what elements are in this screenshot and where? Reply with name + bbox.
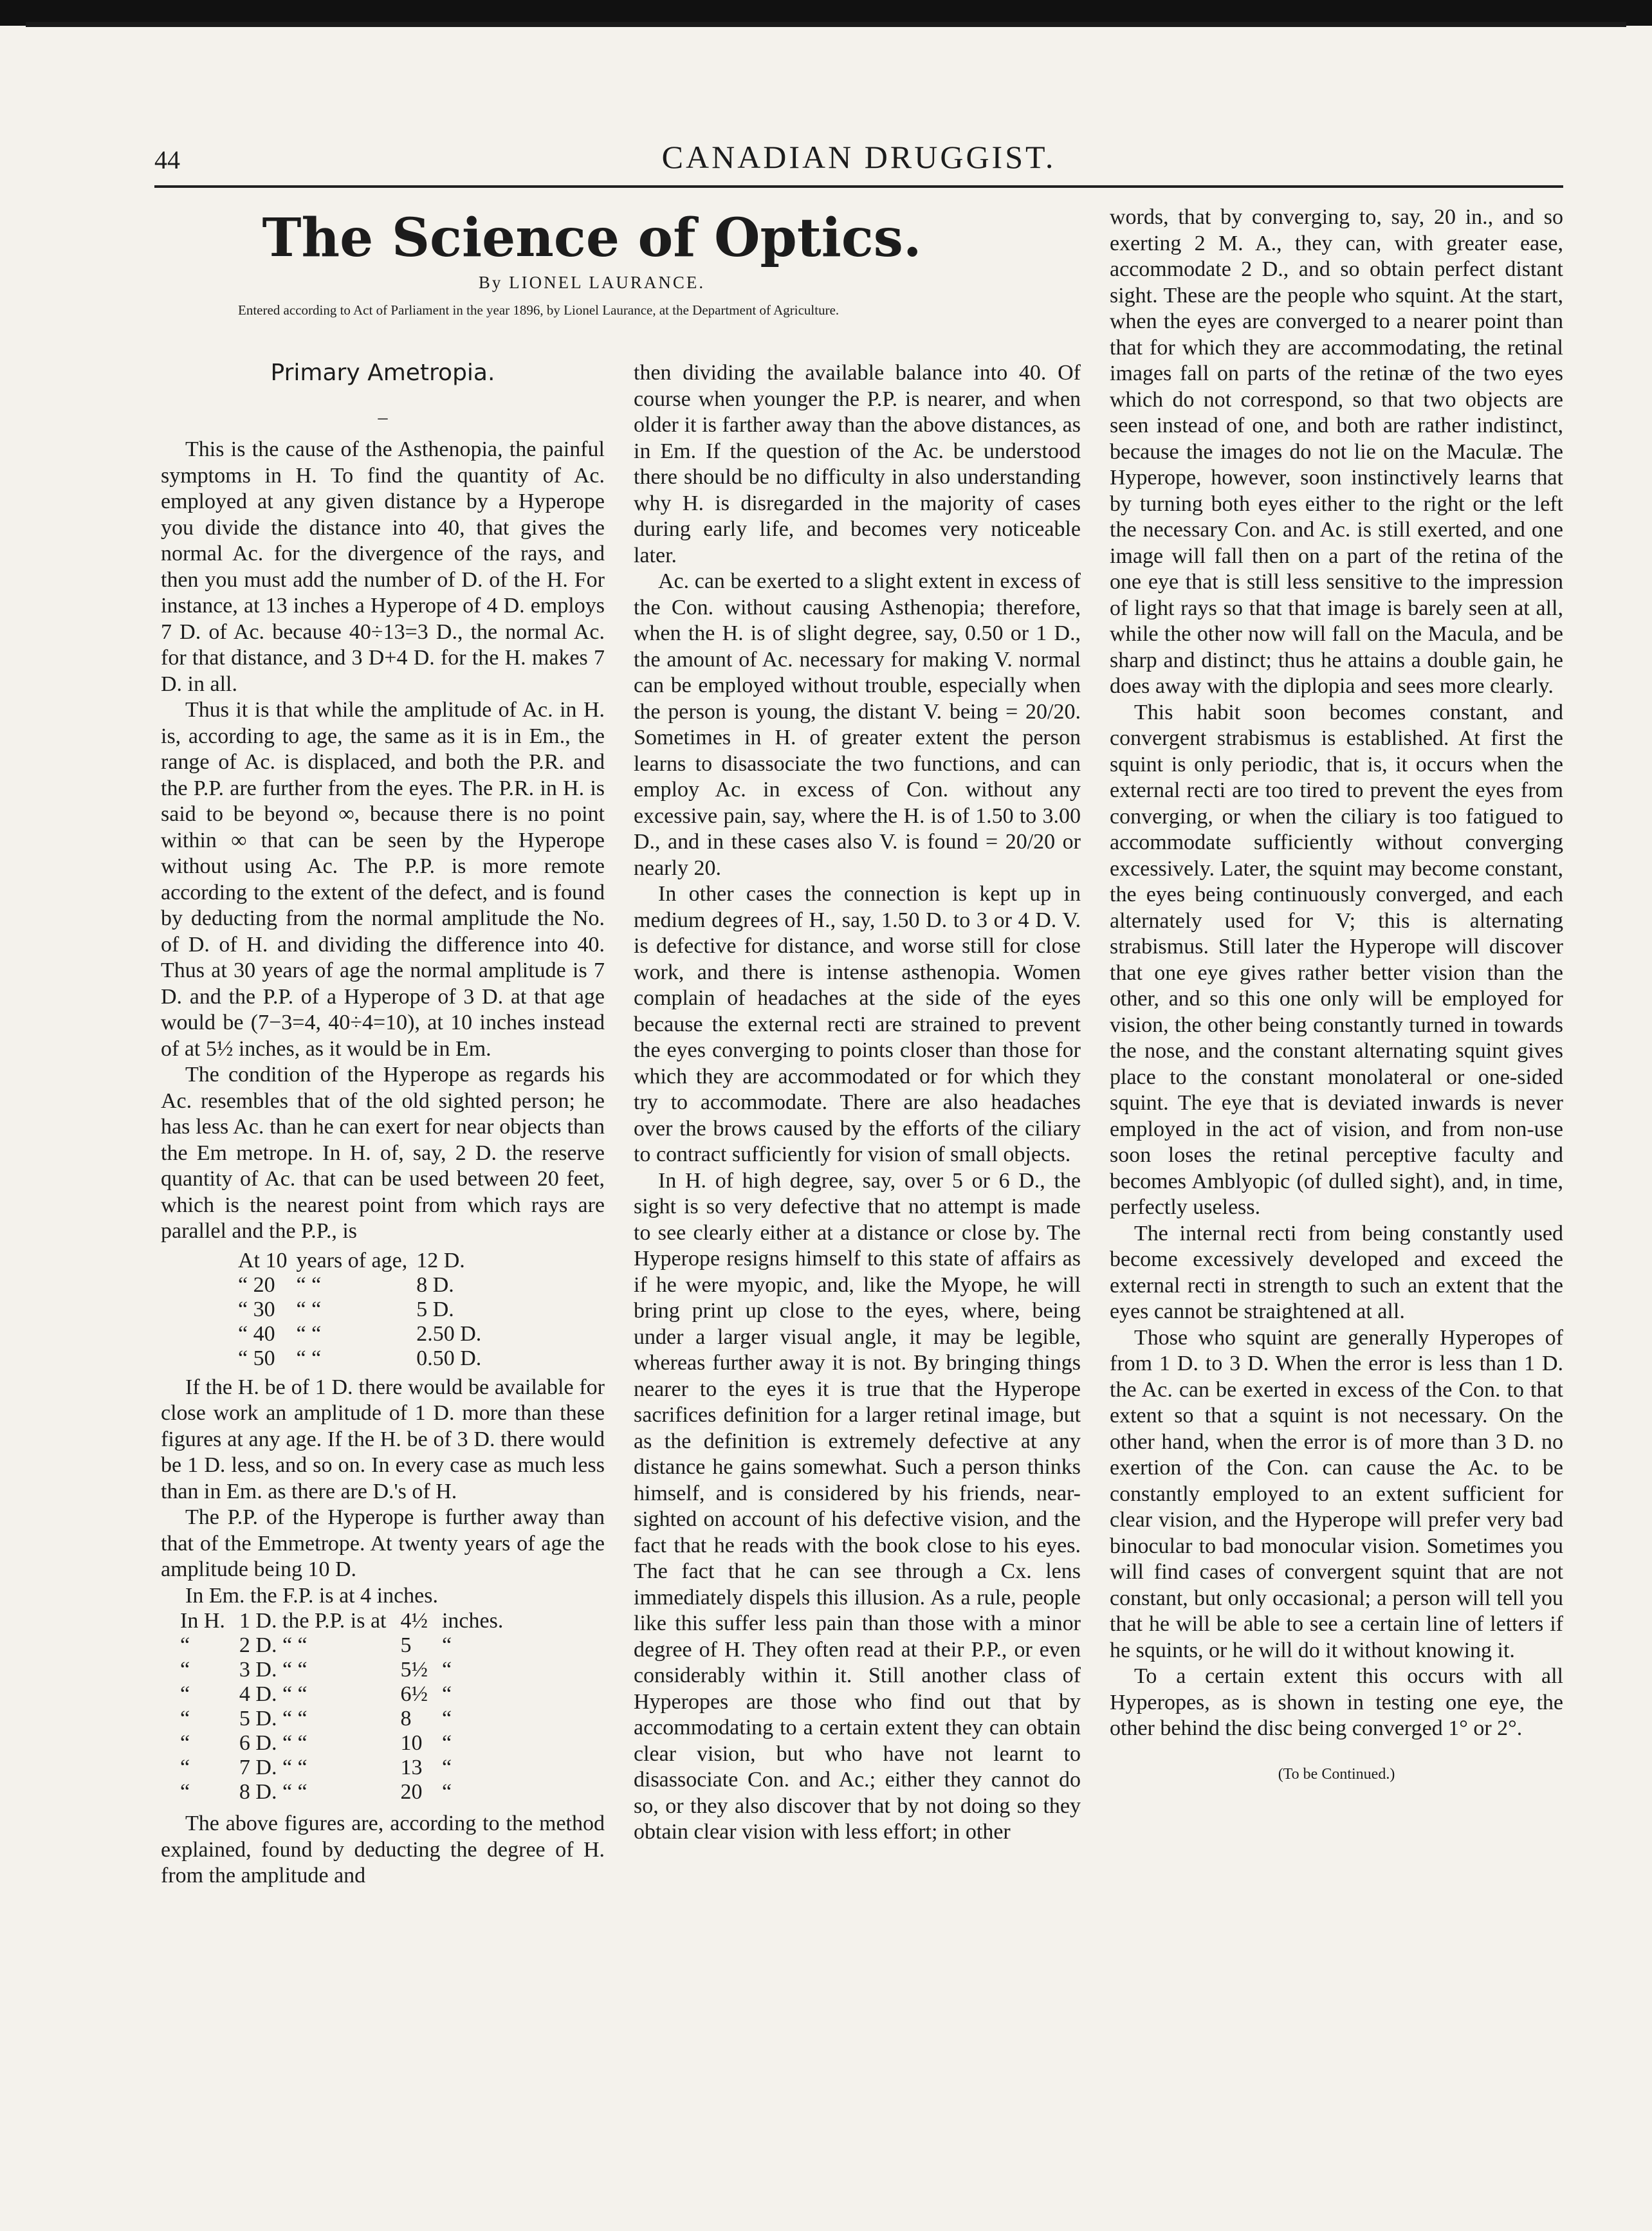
table-cell: 3 D. “ “ xyxy=(239,1658,307,1682)
paragraph: then dividing the available balance into 40. Of course when younger the P.P. is nearer, and when older it is farther away than the above distances, as in Em. If the question of the Ac. be understood there should be no difficulty in also understanding why H. is disregarded in the majority of cases during early life, and becomes very noticeable later. xyxy=(634,361,1081,567)
paragraph: Thus it is that while the amplitude of Ac. in H. is, according to age, the same as it is in Em., the range of Ac. is displaced, and both the P.R. and the P.P. are further from the eyes. The P.R. in H. is said to be beyond ∞, because there is no point within ∞ that can be seen by the Hyperope without using Ac. The P.P. is more remote according to the extent of the defect, and is found by deducting from the normal amplitude the No. of D. of H. and dividing the difference into 40. Thus at 30 years of age the normal amplitude is 7 D. and the P.P. of a Hyperope of 3 D. at that age would be (7−3=4, 40÷4=10), at 10 inches instead of at 5½ inches, as it would be in Em. xyxy=(161,698,605,1061)
paragraph: Those who squint are generally Hyperopes of from 1 D. to 3 D. When the error is less than 1 D. the Ac. can be exerted in excess of the Con. to that extent so that a squint is not necessary. On the other hand, when the error is of more than 3 D. no exertion of the Con. can cause the Ac. to be constantly employed to an extent sufficient for clear vision, and the Hyperope will prefer very bad binocular to bad monocular vision. Sometimes you will find cases of convergent squint that are not constant, but only occasional; a person will tell you that he will be able to see a certain line of letters if he squints, or he will do it without knowing it. xyxy=(1110,1325,1563,1662)
article-title: The Science of Optics. xyxy=(262,207,922,269)
table-cell: “ xyxy=(441,1633,452,1657)
table-row xyxy=(180,1780,517,1804)
table-row xyxy=(180,1707,517,1731)
paragraph: The internal recti from being constantly used become excessively developed and exceed the external recti in strength to such an extent that the eyes cannot be straightened at all. xyxy=(1110,1221,1563,1323)
table-cell: “ 30 xyxy=(238,1297,275,1321)
paragraph: This habit soon becomes constant, and convergent strabismus is established. At first the squint is only periodic, that is, it occurs when the external recti are too tired to prevent the eyes from converging, or when the ciliary is too fatigued to accommodate sufficiently without converging excessively. Later, the squint may become constant, the eyes being continuously converged, and each alternately used for V; this is alternating strabismus. Still later the Hyperope will discover that one eye gives rather better vision than the other, and so this one only will be employed for vision, the other being constantly turned in towards the nose, and the constant alternating squint gives place to the constant monolateral or one-sided squint. The eye that is deviated inwards is never employed in the act of vision, and from non-use soon loses the retinal perceptive faculty and becomes Amblyopic (of dulled sight), and, in time, perfectly useless. xyxy=(1110,700,1563,1219)
table-row xyxy=(238,1249,490,1273)
table-cell: “ 50 xyxy=(238,1346,275,1370)
table-row xyxy=(180,1682,517,1707)
table-cell: “ xyxy=(441,1707,452,1731)
table-row xyxy=(238,1346,490,1371)
byline: By LIONEL LAURANCE. xyxy=(478,273,706,292)
paragraph: words, that by converging to, say, 20 in., and so exerting 2 M. A., they can, with greater ease, accommodate 2 D., and so obtain perfect distant sight. These are the people who squint. At the start, when the eyes are converged to a nearer point than that for which they are accommodating, the retinal images fall on parts of the retinæ of the two eyes which do not correspond, so that two objects are seen instead of one, and both are rather indistinct, because the images do not lie on the Maculæ. The Hyperope, however, soon instinctively learns that by turning both eyes either to the right or the left the necessary Con. and Ac. is still exerted, and one image will fall then on a part of the retina of the one eye that is still less sensitive to the impression of light rays so that that image is barely seen at all, while the other now will fall on the Macula, and be sharp and distinct; thus he attains a double gain, he does away with the diplopia and sees more clearly. xyxy=(1110,205,1563,698)
paragraph: The above figures are, according to the method explained, found by deducting the degree of H. from the amplitude and xyxy=(161,1812,605,1887)
table-cell: 8 xyxy=(400,1707,412,1731)
table-cell: 2 D. “ “ xyxy=(239,1633,307,1657)
article-title-block xyxy=(161,206,1023,318)
table-row xyxy=(238,1273,490,1298)
table-cell: In H. xyxy=(180,1609,225,1633)
paragraph: If the H. be of 1 D. there would be available for close work an amplitude of 1 D. more than these figures at any age. If the H. be of 3 D. there would be 1 D. less, and so on. In every case as much less than in Em. as there are D.'s of H. xyxy=(161,1375,605,1503)
journal-title: CANADIAN DRUGGIST. xyxy=(661,139,1056,175)
paragraph: In H. of high degree, say, over 5 or 6 D., the sight is so very defective that no attempt is made to see clearly either at a distance or close by. The Hyperope resigns himself to this state of affairs as if he were myopic, and, like the Myope, he will bring print up close to the eyes, where, being under a larger visual angle, it may be legible, whereas further away it is not. By bringing things nearer to the eyes it is true that the Hyperope sacrifices definition for a larger retinal image, but as the definition is extremely defective at any distance he gains somewhat. Such a person thinks himself, and is considered by his friends, near-sighted on account of his defective vision, and the fact that he reads with the book close to his eyes. The fact that he can see through a Cx. lens immediately dispels this illusion. As a rule, people like this suffer less pain than those with a minor degree of H. They often read at their P.P., or even considerably within it. Still another class of Hyperopes are those who find out that by accommodating to a certain extent they can obtain clear vision, but who have not learnt to disassociate Con. and Ac.; either they cannot do so, or they also discover that by not doing so they obtain clear vision with less effort; in other xyxy=(634,1168,1081,1844)
table-cell: “ xyxy=(180,1731,190,1755)
table-cell: 4½ xyxy=(400,1609,428,1633)
table-cell: “ xyxy=(180,1707,190,1731)
table-cell: “ “ xyxy=(296,1272,322,1297)
table-cell: 4 D. “ “ xyxy=(239,1682,307,1706)
table-cell: 13 xyxy=(400,1756,423,1779)
table-cell: “ xyxy=(180,1780,190,1804)
table-row xyxy=(180,1633,517,1658)
paragraph: The P.P. of the Hyperope is further away than that of the Emmetrope. At twenty years of age the amplitude being 10 D. xyxy=(161,1505,605,1581)
page-header xyxy=(154,138,1563,183)
table-cell: 6 D. “ “ xyxy=(239,1731,307,1755)
table-cell: 10 xyxy=(400,1731,423,1755)
paragraph: This is the cause of the Asthenopia, the painful symptoms in H. To find the quantity of Ac. employed at any given distance by a Hyperope you divide the distance into 40, that gives the normal Ac. for the divergence of the rays, and then you must add the number of D. of the H. For instance, at 13 inches a Hyperope of 4 D. employs 7 D. of Ac. because 40÷13=3 D., the normal Ac. for that distance, and 3 D+4 D. for the H. makes 7 D. in all. xyxy=(161,437,605,696)
paragraph: Ac. can be exerted to a slight extent in excess of the Con. without causing Asthenopia; therefore, when the H. is of slight degree, say, 0.50 or 1 D., the amount of Ac. necessary for making V. normal can be employed without trouble, especially when the person is young, the distant V. being = 20/20. Sometimes in H. of greater extent the person learns to disassociate the two functions, and can employ Ac. in excess of Con. without any excessive pain, say, where the H. is of 1.50 to 3.00 D., and in these cases also V. is found = 20/20 or nearly 20. xyxy=(634,569,1081,880)
table-cell: 5 xyxy=(400,1633,412,1657)
section-dash: – xyxy=(378,406,388,428)
table-cell: “ xyxy=(180,1756,190,1779)
table-cell: “ “ xyxy=(296,1297,322,1321)
table-cell: “ xyxy=(441,1756,452,1779)
table-cell: “ xyxy=(180,1658,190,1682)
table-cell: “ “ xyxy=(296,1346,322,1370)
table-cell: 20 xyxy=(400,1780,423,1804)
table-row xyxy=(238,1322,490,1346)
table-cell: “ “ xyxy=(296,1321,322,1346)
table-cell: 8 D. “ “ xyxy=(239,1780,307,1804)
column-1 xyxy=(161,360,605,1889)
table-cell: 7 D. “ “ xyxy=(239,1756,307,1779)
header-rule xyxy=(154,185,1563,188)
table-cell: At 10 xyxy=(238,1248,288,1272)
table-cell: “ xyxy=(441,1682,452,1706)
table-cell: 0.50 D. xyxy=(416,1346,482,1370)
table-cell: 1 D. the P.P. is at xyxy=(239,1609,387,1633)
column-3 xyxy=(1110,205,1563,1787)
page-number: 44 xyxy=(154,145,180,174)
copyright-notice: Entered according to Act of Parliament in the year 1896, by Lionel Laurance, at the Department of Agriculture. xyxy=(238,302,840,318)
table-cell: “ 40 xyxy=(238,1321,275,1346)
table-cell: “ xyxy=(180,1682,190,1706)
table-row xyxy=(180,1658,517,1682)
table-cell: 5 D. “ “ xyxy=(239,1707,307,1731)
top-border-rule-lower xyxy=(26,22,1626,27)
table-cell: inches. xyxy=(441,1609,504,1633)
table-row xyxy=(180,1731,517,1756)
table-cell: 5 D. xyxy=(416,1297,454,1321)
paragraph: To a certain extent this occurs with all Hyperopes, as is shown in testing one eye, the other behind the disc being converged 1° or 2°. xyxy=(1110,1664,1563,1740)
near-point-table xyxy=(180,1609,517,1804)
table-cell: 8 D. xyxy=(416,1272,454,1297)
section-heading: Primary Ametropia. xyxy=(270,360,495,386)
table-cell: years of age, xyxy=(296,1248,408,1272)
table-cell: “ xyxy=(180,1633,190,1657)
table-row xyxy=(180,1609,517,1633)
table-cell: “ xyxy=(441,1658,452,1682)
paragraph: The condition of the Hyperope as regards his Ac. resembles that of the old sighted person; he has less Ac. than he can exert for near objects than the Em metrope. In H. of, say, 2 D. the reserve quantity of Ac. that can be used between 20 feet, which is the nearest point from which rays are parallel and the P.P., is xyxy=(161,1063,605,1243)
paragraph: In Em. the F.P. is at 4 inches. xyxy=(185,1583,438,1608)
amplitude-by-age-table xyxy=(238,1249,490,1371)
to-be-continued: (To be Continued.) xyxy=(1278,1765,1395,1783)
table-cell: “ xyxy=(441,1780,452,1804)
table-cell: 2.50 D. xyxy=(416,1321,482,1346)
table-row xyxy=(180,1756,517,1780)
table-cell: 12 D. xyxy=(416,1248,465,1272)
table-cell: “ 20 xyxy=(238,1272,275,1297)
column-2 xyxy=(634,360,1081,1846)
table-cell: 6½ xyxy=(400,1682,428,1706)
paragraph: In other cases the connection is kept up in medium degrees of H., say, 1.50 D. to 3 or 4 D. V. is defective for distance, and worse still for close work, and there is intense asthenopia. Women complain of headaches at the side of the eyes because the external recti are strained to prevent the eyes converging to points closer than those for which they are accommodated or for which they try to accommodate. There are also headaches over the brows caused by the efforts of the ciliary to contract sufficiently for vision of small objects. xyxy=(634,882,1081,1166)
table-cell: 5½ xyxy=(400,1658,428,1682)
table-row xyxy=(238,1298,490,1322)
table-cell: “ xyxy=(441,1731,452,1755)
